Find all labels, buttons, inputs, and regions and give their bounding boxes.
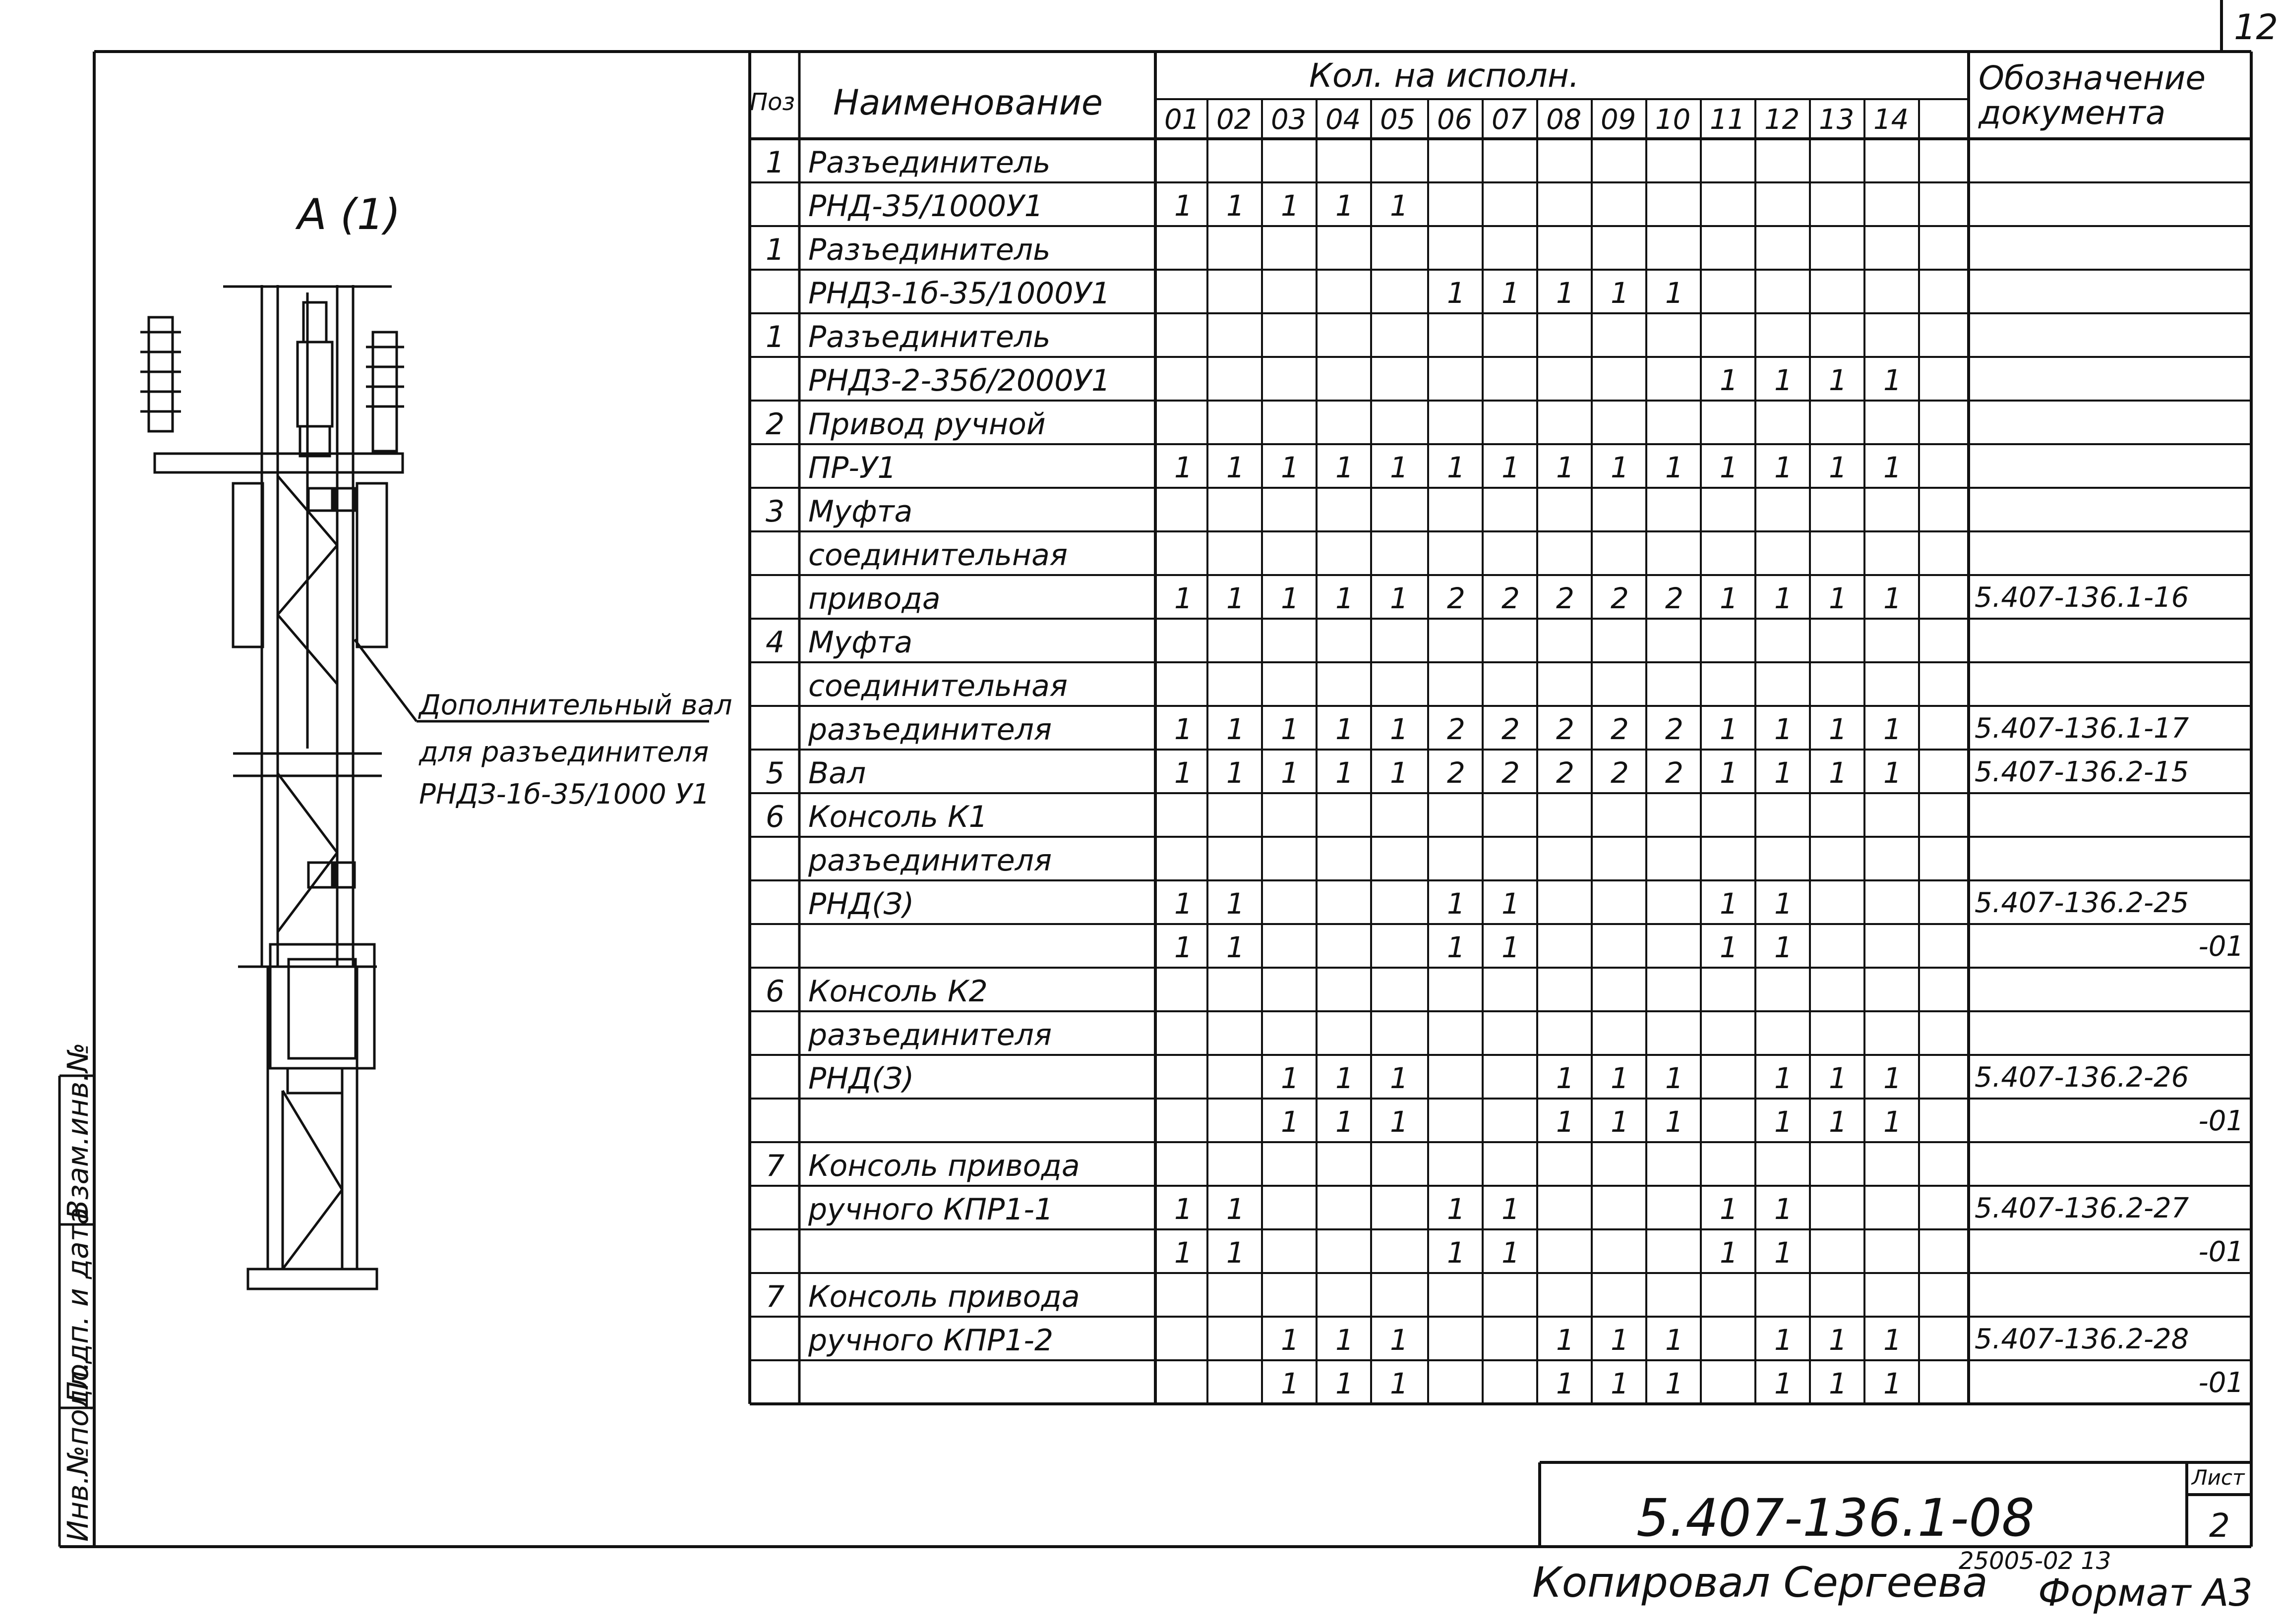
quantity-cell: 1 [1281, 189, 1299, 223]
quantity-cell: 1 [1174, 581, 1193, 615]
view-label: А (1) [298, 190, 401, 239]
document-designation: 5.407-136.2-26 [1975, 1061, 2189, 1094]
quantity-cell: 1 [1335, 756, 1354, 790]
quantity-cell: 1 [1774, 756, 1793, 790]
position-number: 7 [766, 1149, 785, 1183]
quantity-cell: 1 [1774, 712, 1793, 746]
quantity-cell: 1 [1720, 1236, 1738, 1270]
position-number: 7 [766, 1279, 785, 1314]
quantity-cell: 2 [1665, 581, 1683, 615]
quantity-cell: 1 [1720, 581, 1738, 615]
item-name: Консоль К2 [808, 974, 988, 1009]
header-doc-line-2: документа [1979, 94, 2166, 132]
header-pos: Поз [750, 88, 795, 116]
sheet-label: Лист [2192, 1465, 2245, 1490]
quantity-cell: 1 [1883, 581, 1902, 615]
quantity-cell: 1 [1665, 451, 1683, 484]
quantity-cell: 1 [1281, 451, 1299, 484]
quantity-cell: 1 [1501, 1236, 1520, 1270]
item-name: Муфта [808, 494, 913, 529]
quantity-cell: 1 [1390, 189, 1408, 223]
quantity-cell: 1 [1829, 581, 1847, 615]
variant-header: 05 [1380, 104, 1416, 136]
quantity-cell: 2 [1556, 756, 1574, 790]
quantity-cell: 2 [1447, 712, 1465, 746]
item-name: Разъединитель [808, 232, 1051, 267]
quantity-cell: 1 [1829, 712, 1847, 746]
quantity-cell: 1 [1226, 887, 1245, 921]
variant-header: 14 [1873, 104, 1909, 136]
variant-header: 09 [1601, 104, 1636, 136]
quantity-cell: 1 [1226, 1236, 1245, 1270]
quantity-cell: 2 [1665, 712, 1683, 746]
variant-header: 02 [1216, 104, 1252, 136]
quantity-cell: 1 [1829, 1061, 1847, 1095]
quantity-cell: 1 [1883, 451, 1902, 484]
quantity-cell: 1 [1829, 363, 1847, 397]
sheet-format: Формат А3 [2038, 1570, 2253, 1615]
quantity-cell: 2 [1501, 756, 1520, 790]
quantity-cell: 1 [1174, 930, 1193, 964]
quantity-cell: 1 [1665, 1367, 1683, 1400]
quantity-cell: 1 [1774, 581, 1793, 615]
quantity-cell: 1 [1335, 1323, 1354, 1357]
quantity-cell: 1 [1611, 276, 1629, 310]
variant-header: 03 [1271, 104, 1307, 136]
item-name: Вал [808, 756, 866, 791]
quantity-cell: 1 [1720, 363, 1738, 397]
variant-header: 11 [1710, 104, 1745, 136]
document-designation: -01 [2198, 1105, 2244, 1137]
quantity-cell: 1 [1665, 1323, 1683, 1357]
quantity-cell: 1 [1390, 451, 1408, 484]
quantity-cell: 1 [1883, 1367, 1902, 1400]
quantity-cell: 1 [1829, 451, 1847, 484]
item-name: ручного КПР1-2 [808, 1323, 1054, 1358]
copied-by: Копировал Сергеева [1532, 1558, 1988, 1607]
quantity-cell: 1 [1665, 1105, 1683, 1139]
quantity-cell: 1 [1774, 451, 1793, 484]
callout-line-2: для разъединителя [419, 736, 709, 768]
position-number: 1 [766, 320, 785, 354]
quantity-cell: 1 [1556, 276, 1574, 310]
position-number: 5 [766, 756, 785, 791]
document-designation: 5.407-136.1-17 [1975, 712, 2189, 745]
variant-header: 01 [1164, 104, 1200, 136]
item-name: соединительная [808, 669, 1068, 703]
quantity-cell: 1 [1174, 712, 1193, 746]
quantity-cell: 2 [1556, 581, 1574, 615]
sheet-number: 2 [2209, 1507, 2230, 1545]
document-designation: 5.407-136.2-27 [1975, 1192, 2189, 1224]
quantity-cell: 1 [1226, 451, 1245, 484]
quantity-cell: 1 [1390, 712, 1408, 746]
quantity-cell: 1 [1829, 1367, 1847, 1400]
quantity-cell: 1 [1226, 581, 1245, 615]
quantity-cell: 2 [1665, 756, 1683, 790]
header-name: Наименование [833, 82, 1103, 123]
item-name: разъединителя [808, 1018, 1052, 1052]
quantity-cell: 1 [1335, 581, 1354, 615]
quantity-cell: 1 [1883, 1105, 1902, 1139]
variant-header: 04 [1325, 104, 1361, 136]
designation: 5.407-136.1-08 [1636, 1488, 2035, 1548]
quantity-cell: 1 [1501, 276, 1520, 310]
quantity-cell: 1 [1390, 756, 1408, 790]
quantity-cell: 1 [1226, 1192, 1245, 1226]
quantity-cell: 1 [1447, 276, 1465, 310]
quantity-cell: 1 [1501, 887, 1520, 921]
quantity-cell: 1 [1556, 1061, 1574, 1095]
quantity-cell: 1 [1390, 1105, 1408, 1139]
callout-line-1: Дополнительный вал [419, 689, 732, 721]
variant-header: 12 [1764, 104, 1800, 136]
item-name: РНД(З) [808, 1061, 914, 1096]
quantity-cell: 1 [1501, 1192, 1520, 1226]
document-designation: 5.407-136.2-25 [1975, 887, 2189, 919]
item-name: РНД-35/1000У1 [808, 189, 1043, 224]
quantity-cell: 1 [1226, 189, 1245, 223]
quantity-cell: 1 [1883, 712, 1902, 746]
quantity-cell: 1 [1174, 887, 1193, 921]
quantity-cell: 1 [1390, 581, 1408, 615]
quantity-cell: 1 [1556, 1105, 1574, 1139]
quantity-cell: 1 [1501, 451, 1520, 484]
item-name: ручного КПР1-1 [808, 1192, 1054, 1227]
item-name: Привод ручной [808, 407, 1046, 442]
variant-header: 13 [1819, 104, 1855, 136]
quantity-cell: 1 [1883, 756, 1902, 790]
quantity-cell: 1 [1390, 1323, 1408, 1357]
quantity-cell: 1 [1335, 189, 1354, 223]
quantity-cell: 1 [1611, 1105, 1629, 1139]
quantity-cell: 1 [1390, 1367, 1408, 1400]
quantity-cell: 2 [1611, 712, 1629, 746]
quantity-cell: 1 [1556, 451, 1574, 484]
quantity-cell: 1 [1335, 1105, 1354, 1139]
quantity-cell: 1 [1829, 1323, 1847, 1357]
quantity-cell: 2 [1447, 581, 1465, 615]
quantity-cell: 1 [1174, 1192, 1193, 1226]
quantity-cell: 2 [1556, 712, 1574, 746]
callout-line-3: РНДЗ-1б-35/1000 У1 [419, 778, 710, 811]
quantity-cell: 1 [1447, 451, 1465, 484]
position-number: 2 [766, 407, 785, 442]
item-name: ПР-У1 [808, 451, 897, 485]
quantity-cell: 1 [1774, 1105, 1793, 1139]
document-designation: 5.407-136.1-16 [1975, 581, 2189, 614]
quantity-cell: 1 [1883, 1323, 1902, 1357]
quantity-cell: 2 [1447, 756, 1465, 790]
item-name: Консоль привода [808, 1149, 1080, 1183]
quantity-cell: 1 [1556, 1367, 1574, 1400]
quantity-cell: 1 [1774, 1323, 1793, 1357]
quantity-cell: 1 [1447, 887, 1465, 921]
item-name: Разъединитель [808, 320, 1051, 354]
quantity-cell: 1 [1226, 712, 1245, 746]
quantity-cell: 1 [1281, 1323, 1299, 1357]
quantity-cell: 1 [1611, 1367, 1629, 1400]
document-designation: -01 [2198, 1367, 2244, 1399]
quantity-cell: 1 [1174, 1236, 1193, 1270]
quantity-cell: 1 [1774, 1192, 1793, 1226]
quantity-cell: 1 [1720, 887, 1738, 921]
side-stamp-inv-no: Инв.№подл. [61, 1361, 95, 1542]
quantity-cell: 1 [1501, 930, 1520, 964]
quantity-cell: 1 [1611, 451, 1629, 484]
position-number: 1 [766, 232, 785, 267]
item-name: Разъединитель [808, 145, 1051, 180]
quantity-cell: 1 [1774, 1236, 1793, 1270]
header-doc-line-1: Обозначение [1979, 59, 2206, 97]
quantity-cell: 1 [1774, 1061, 1793, 1095]
quantity-cell: 1 [1226, 930, 1245, 964]
quantity-cell: 1 [1281, 756, 1299, 790]
item-name: разъединителя [808, 843, 1052, 878]
quantity-cell: 1 [1335, 1367, 1354, 1400]
quantity-cell: 1 [1447, 1236, 1465, 1270]
quantity-cell: 1 [1447, 930, 1465, 964]
side-stamp-signature-date: Подп. и дата [61, 1207, 95, 1403]
position-number: 3 [766, 494, 785, 529]
quantity-cell: 1 [1335, 712, 1354, 746]
document-designation: 5.407-136.2-15 [1975, 756, 2189, 788]
quantity-cell: 1 [1720, 756, 1738, 790]
item-name: РНДЗ-2-35б/2000У1 [808, 363, 1111, 398]
item-name: привода [808, 581, 941, 616]
quantity-cell: 1 [1774, 887, 1793, 921]
quantity-cell: 1 [1335, 1061, 1354, 1095]
quantity-cell: 1 [1720, 1192, 1738, 1226]
quantity-cell: 1 [1774, 363, 1793, 397]
quantity-cell: 1 [1829, 1105, 1847, 1139]
quantity-cell: 1 [1720, 930, 1738, 964]
quantity-cell: 2 [1501, 581, 1520, 615]
item-name: Консоль привода [808, 1279, 1080, 1314]
position-number: 1 [766, 145, 785, 180]
quantity-cell: 1 [1665, 276, 1683, 310]
quantity-cell: 1 [1281, 1367, 1299, 1400]
quantity-cell: 2 [1611, 581, 1629, 615]
quantity-cell: 1 [1883, 1061, 1902, 1095]
side-stamp-replaced-inv: Взам.инв.№ [61, 1043, 95, 1219]
archive-code: 25005-02 13 [1959, 1547, 2111, 1575]
quantity-cell: 1 [1774, 1367, 1793, 1400]
page-number: 12 [2234, 7, 2279, 48]
position-number: 6 [766, 974, 785, 1009]
quantity-cell: 1 [1226, 756, 1245, 790]
quantity-cell: 1 [1774, 930, 1793, 964]
quantity-cell: 1 [1281, 712, 1299, 746]
variant-header: 06 [1437, 104, 1473, 136]
document-designation: 5.407-136.2-28 [1975, 1323, 2189, 1355]
quantity-cell: 1 [1335, 451, 1354, 484]
quantity-cell: 1 [1447, 1192, 1465, 1226]
item-name: Муфта [808, 625, 913, 660]
item-name: Консоль К1 [808, 800, 988, 834]
quantity-cell: 2 [1611, 756, 1629, 790]
variant-header: 10 [1655, 104, 1691, 136]
quantity-cell: 2 [1501, 712, 1520, 746]
quantity-cell: 1 [1281, 1061, 1299, 1095]
quantity-cell: 1 [1720, 451, 1738, 484]
quantity-cell: 1 [1611, 1323, 1629, 1357]
variant-header: 08 [1546, 104, 1582, 136]
header-qty: Кол. на исполн. [1309, 57, 1579, 95]
position-number: 4 [766, 625, 785, 660]
position-number: 6 [766, 800, 785, 834]
document-designation: -01 [2198, 930, 2244, 963]
variant-header: 07 [1492, 104, 1527, 136]
quantity-cell: 1 [1720, 712, 1738, 746]
quantity-cell: 1 [1829, 756, 1847, 790]
quantity-cell: 1 [1174, 189, 1193, 223]
document-designation: -01 [2198, 1236, 2244, 1268]
quantity-cell: 1 [1281, 581, 1299, 615]
quantity-cell: 1 [1611, 1061, 1629, 1095]
quantity-cell: 1 [1883, 363, 1902, 397]
quantity-cell: 1 [1174, 451, 1193, 484]
quantity-cell: 1 [1390, 1061, 1408, 1095]
item-name: соединительная [808, 538, 1068, 573]
quantity-cell: 1 [1665, 1061, 1683, 1095]
quantity-cell: 1 [1556, 1323, 1574, 1357]
item-name: разъединителя [808, 712, 1052, 747]
quantity-cell: 1 [1281, 1105, 1299, 1139]
quantity-cell: 1 [1174, 756, 1193, 790]
item-name: РНД(З) [808, 887, 914, 922]
item-name: РНДЗ-1б-35/1000У1 [808, 276, 1111, 311]
